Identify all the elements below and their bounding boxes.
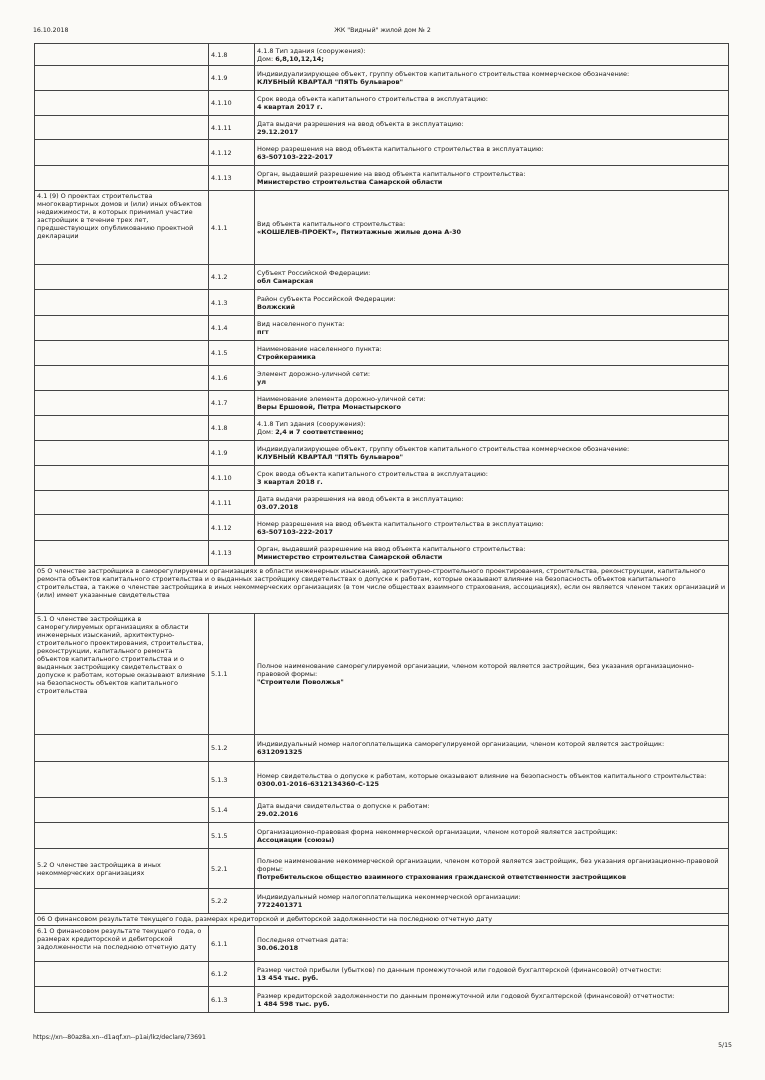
item-number: 5.1.1 [209,614,255,735]
item-label: Дата выдачи разрешения на ввод объекта в эксплуатацию: [257,119,464,128]
item-label: Дата выдачи разрешения на ввод объекта в эксплуатацию: [257,494,464,503]
item-number: 4.1.4 [209,316,255,341]
item-number: 4.1.2 [209,265,255,290]
item-value: 63-507103-222-2017 [257,527,333,536]
table-row [35,91,729,116]
declaration-table [34,43,729,1013]
page-number: 5/15 [718,1042,732,1049]
item-value: 03.07.2018 [257,502,299,511]
section-heading: 05 О членстве застройщика в саморегулируемых организациях в области инженерных изысканий, архитектурно-строительного проектирования, строительства, реконструкции, капитального ремонта объектов капитального строительства и о выданных застройщику свидетельствах о допуске к работам, которые оказывают влияние на безопасность объектов капитального строительства, а также о членстве застройщика в иных некоммерческих организациях (в том числе обществах взаимного страхования, ассоциациях), если он является членом таких организаций и (или) имеет указанные свидетельства [35,566,729,614]
table-row [35,735,729,762]
section-title: 6.1 О финансовом результате текущего года, о размерах кредиторской и дебиторской задолженности на последнюю отчетную дату [35,926,209,962]
table-row [35,441,729,466]
item-label: Срок ввода объекта капитального строительства в эксплуатацию: [257,470,488,478]
item-label: Полное наименование некоммерческой организации, членом которой является застройщик, без указания организационно-правовой формы: [257,856,719,873]
item-value: КЛУБНЫЙ КВАРТАЛ "ПЯТЬ бульваров" [257,453,403,461]
table-row [35,166,729,191]
item-value: Ассоциации (союзы) [257,835,335,844]
table-row [35,614,729,735]
item-number: 4.1.13 [209,166,255,191]
table-row [35,416,729,441]
item-value: 6,8,10,12,14; [275,54,324,63]
item-value: Министерство строительства Самарской области [257,553,443,561]
table-row [35,366,729,391]
table-row [35,391,729,416]
item-value: 6312091325 [257,748,303,756]
table-row [35,116,729,140]
table-row [35,962,729,987]
item-value: 13 454 тыс. руб. [257,974,319,982]
table-row [35,987,729,1013]
item-label: Срок ввода объекта капитального строительства в эксплуатацию: [257,95,488,103]
item-number: 5.2.2 [209,889,255,914]
item-label: Элемент дорожно-уличной сети: [257,370,371,378]
item-label: Номер свидетельства о допуске к работам, которые оказывают влияние на безопасность объектов капитального строительства: [257,771,707,780]
item-value: Стройкерамика [257,353,316,361]
table-row [35,140,729,166]
item-label: Номер разрешения на ввод объекта капитального строительства в эксплуатацию: [257,144,544,153]
item-value: 29.12.2017 [257,127,299,136]
item-label: Наименование элемента дорожно-уличной сети: [257,395,426,403]
section-title: 5.2 О членстве застройщика в иных некоммерческих организациях [35,849,209,889]
print-date: 16.10.2018 [33,27,69,34]
table-row [35,849,729,889]
item-value: «КОШЕЛЕВ-ПРОЕКТ», Пятиэтажные жилые дома А-30 [257,227,462,236]
item-value: Министерство строительства Самарской области [257,178,443,186]
item-value: "Строители Поволжья" [257,678,344,686]
item-number: 4.1.11 [209,491,255,515]
table-row [35,491,729,515]
table-row [35,823,729,849]
table-row [35,541,729,566]
item-number: 4.1.6 [209,366,255,391]
item-label: Наименование населенного пункта: [257,345,382,353]
item-number: 4.1.8 [209,44,255,66]
item-number: 4.1.10 [209,91,255,116]
item-number: 5.1.3 [209,762,255,798]
item-value: 2,4 и 7 соответственно; [275,428,364,436]
item-number: 5.1.4 [209,798,255,823]
table-row [35,926,729,962]
item-label: Полное наименование саморегулируемой организации, членом которой является застройщик, без указания организационно-правовой формы: [257,662,694,678]
item-label: Дата выдачи свидетельства о допуске к работам: [257,802,430,810]
item-number: 4.1.13 [209,541,255,566]
item-label: 4.1.8 Тип здания (сооружения): [257,420,366,428]
page-header [33,27,732,39]
table-row [35,265,729,290]
item-number: 4.1.3 [209,290,255,316]
table-row [35,316,729,341]
item-value: ул [257,378,266,386]
item-value: Веры Ершовой, Петра Монастырского [257,403,401,411]
item-number: 6.1.3 [209,987,255,1013]
table-row [35,44,729,66]
item-number: 4.1.12 [209,515,255,541]
item-label: Индивидуализирующее объект, группу объектов капитального строительства коммерческое обозначение: [257,70,630,78]
item-value: пгт [257,328,269,336]
item-number: 4.1.9 [209,441,255,466]
table-row [35,762,729,798]
item-value: 1 484 598 тыс. руб. [257,999,330,1008]
item-value: 0300.01-2016-6312134360-С-125 [257,779,380,788]
table-row [35,191,729,265]
table-row [35,515,729,541]
item-value: 63-507103-222-2017 [257,152,333,161]
item-number: 6.1.1 [209,926,255,962]
item-label: Вид населенного пункта: [257,320,345,328]
item-number: 6.1.2 [209,962,255,987]
item-label: Индивидуальный номер налогоплательщика некоммерческой организации: [257,893,521,901]
item-value: 3 квартал 2018 г. [257,478,323,486]
item-label: 4.1.8 Тип здания (сооружения): [257,46,366,55]
item-label: Индивидуализирующее объект, группу объектов капитального строительства коммерческое обозначение: [257,445,630,453]
source-url[interactable]: https://xn--80az8a.xn--d1aqf.xn--p1ai/lkz/declare/73691 [33,1034,206,1041]
table-row [35,889,729,914]
section-row [35,914,729,926]
item-label: Орган, выдавший разрешение на ввод объекта капитального строительства: [257,545,526,553]
item-value: КЛУБНЫЙ КВАРТАЛ "ПЯТЬ бульваров" [257,78,403,86]
section-title: 5.1 О членстве застройщика в саморегулируемых организациях в области инженерных изысканий, архитектурно-строительного проектирования, строительства, реконструкции, капитального ремонта объектов капитального строительства и о выданных застройщику свидетельствах о допуске к работам, которые оказывают влияние на безопасность объектов капитального строительства [35,614,209,735]
item-number: 5.1.5 [209,823,255,849]
table-row [35,466,729,491]
table-row [35,66,729,91]
item-label: Район субъекта Российской Федерации: [257,294,396,303]
item-value: Волжский [257,302,296,311]
item-number: 4.1.1 [209,191,255,265]
item-number: 5.1.2 [209,735,255,762]
item-label: Вид объекта капитального строительства: [257,219,406,228]
item-value-prefix: Дом: [257,54,276,63]
section-title: 4.1 (9) О проектах строительства многоквартирных домов и (или) иных объектов недвижимости, в которых принимал участие застройщик в течение трех лет, предшествующих опубликованию проектной декларации [35,191,209,265]
item-value: 7722401371 [257,901,303,909]
table-row [35,290,729,316]
item-label: Размер чистой прибыли (убытков) по данным промежуточной или годовой бухгалтерской (финансовой) отчетности: [257,966,662,974]
item-number: 4.1.10 [209,466,255,491]
item-value: 4 квартал 2017 г. [257,103,323,111]
table-row [35,798,729,823]
item-value: 29.02.2016 [257,810,299,818]
item-number: 4.1.12 [209,140,255,166]
item-value: обл Самарская [257,277,314,285]
section-heading: 06 О финансовом результате текущего года, размерах кредиторской и дебиторской задолженности на последнюю отчетную дату [35,914,729,926]
item-number: 4.1.11 [209,116,255,140]
document-title: ЖК "Видный" жилой дом № 2 [334,27,431,34]
item-label: Организационно-правовая форма некоммерческой организации, членом которой является застройщик: [257,827,618,836]
item-label: Субъект Российской Федерации: [257,269,371,277]
item-label: Номер разрешения на ввод объекта капитального строительства в эксплуатацию: [257,519,544,528]
item-number: 5.2.1 [209,849,255,889]
item-number: 4.1.7 [209,391,255,416]
table-row [35,341,729,366]
item-label: Последняя отчетная дата: [257,935,349,944]
item-label: Орган, выдавший разрешение на ввод объекта капитального строительства: [257,170,526,178]
item-label: Размер кредиторской задолженности по данным промежуточной или годовой бухгалтерской (финансовой) отчетности: [257,991,675,1000]
item-label: Индивидуальный номер налогоплательщика саморегулируемой организации, членом которой является застройщик: [257,740,665,748]
item-number: 4.1.9 [209,66,255,91]
item-number: 4.1.8 [209,416,255,441]
item-value: Потребительское общество взаимного страхования гражданской ответственности застройщиков [257,872,627,881]
section-row [35,566,729,614]
item-value: 30.06.2018 [257,943,299,952]
item-value-prefix: Дом: [257,428,276,436]
page-footer [33,1034,732,1049]
item-number: 4.1.5 [209,341,255,366]
